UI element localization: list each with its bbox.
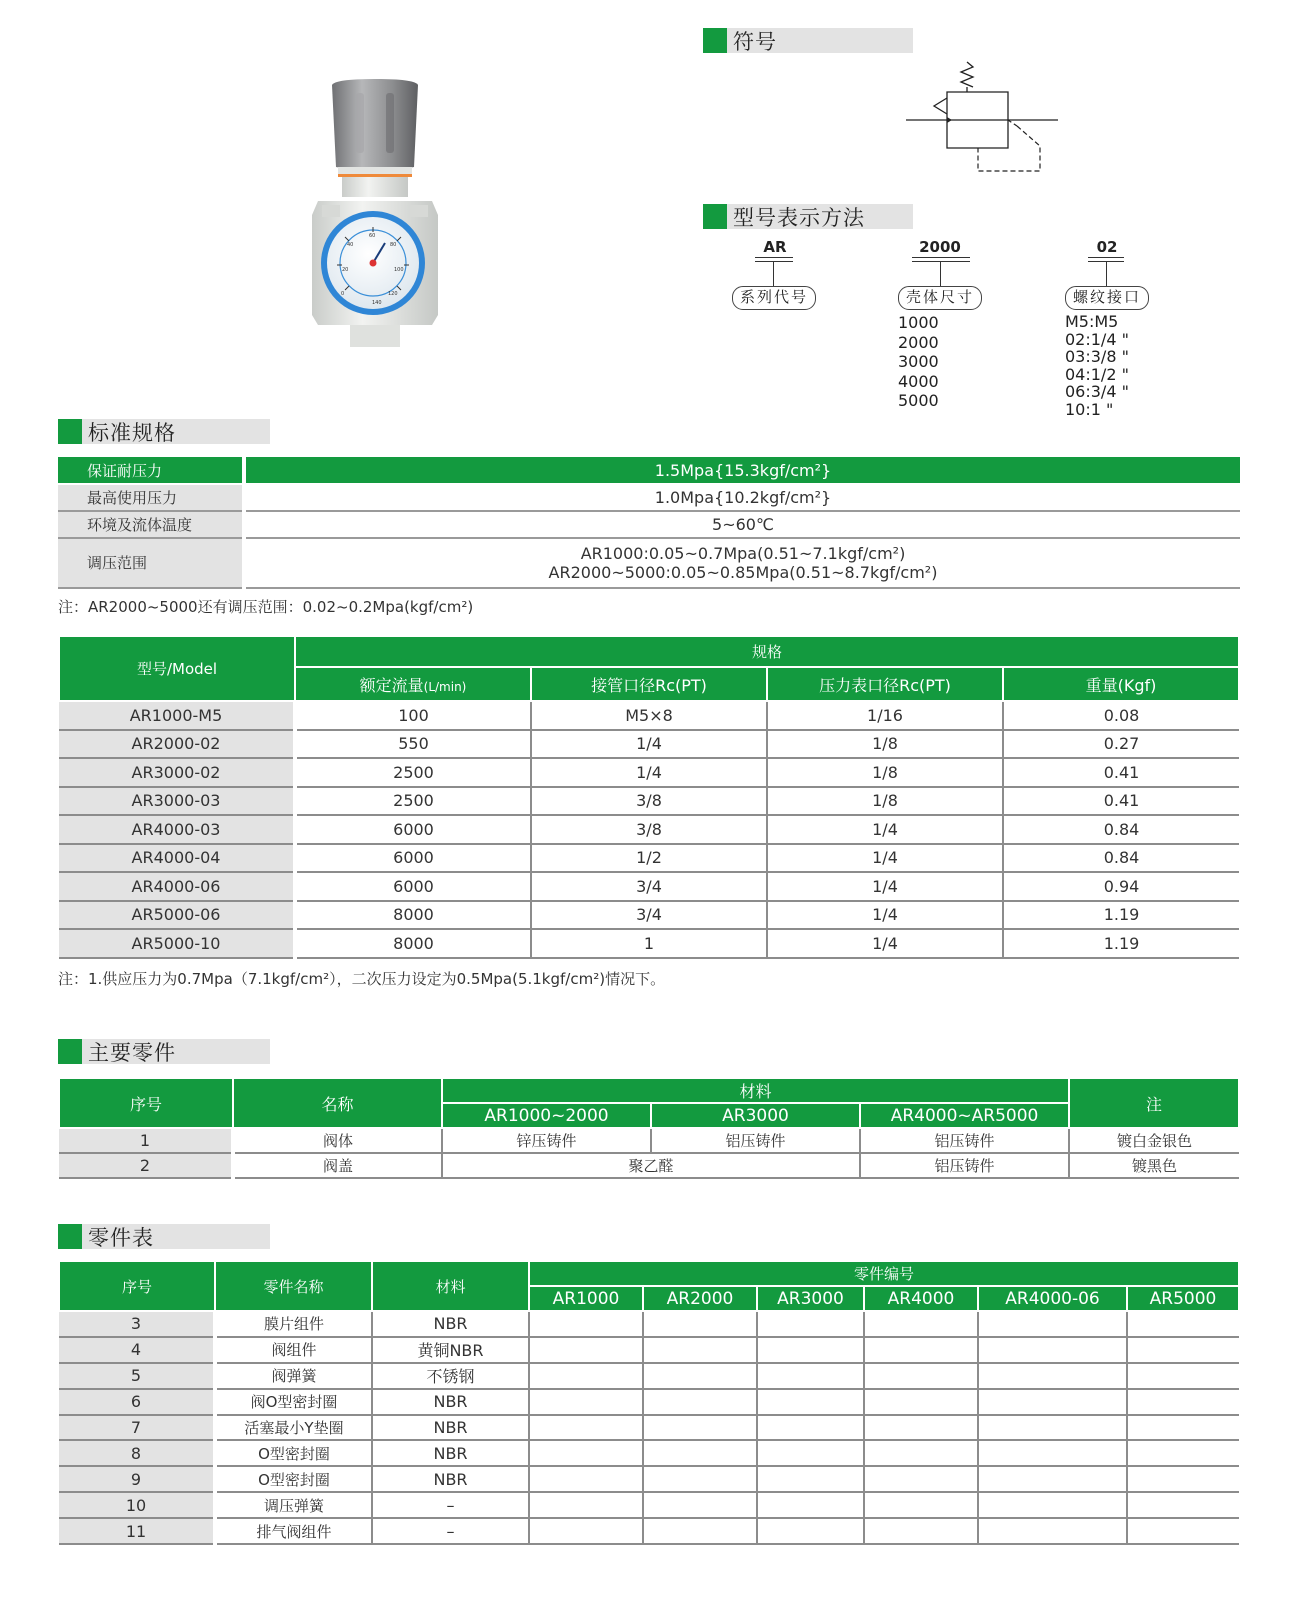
section-title-parts-list [58, 1224, 270, 1249]
part-number-cell [643, 1363, 757, 1389]
table-row [59, 758, 1239, 787]
model-col-header: AR4000-06 [978, 1286, 1127, 1311]
product-image [300, 75, 450, 350]
model-cell: AR4000-06 [59, 872, 295, 901]
size-label: 壳体尺寸 [898, 286, 982, 310]
port-options [1065, 313, 1129, 418]
model-cell: AR1000-M5 [59, 701, 295, 730]
svg-text:60: 60 [369, 233, 376, 239]
part-number-cell [978, 1440, 1127, 1466]
section-title-text: 零件表 [88, 1225, 154, 1250]
part-number-cell [529, 1311, 643, 1337]
table-row [59, 1440, 1239, 1466]
port-size-cell: 3/8 [531, 815, 767, 844]
table-row [59, 815, 1239, 844]
comp-partno-header: 零件编号 [529, 1261, 1239, 1286]
part-number-cell [757, 1492, 864, 1518]
part-number-cell [529, 1492, 643, 1518]
part-number-cell [864, 1440, 978, 1466]
model-cell: AR2000-02 [59, 730, 295, 759]
model-cell: AR5000-10 [59, 929, 295, 958]
weight-cell: 0.27 [1003, 730, 1239, 759]
spec-row [58, 538, 1240, 588]
size-option: 2000 [898, 332, 939, 352]
flow-cell: 2500 [295, 758, 531, 787]
spec-value: 5~60℃ [244, 511, 1240, 538]
comp-no: 9 [59, 1466, 215, 1492]
flow-cell: 6000 [295, 872, 531, 901]
part-number-cell [978, 1311, 1127, 1337]
flow-cell: 6000 [295, 815, 531, 844]
series-code: AR [763, 238, 787, 256]
part-number-cell [978, 1337, 1127, 1363]
parts-name-header: 名称 [233, 1078, 442, 1128]
port-size-cell: 3/8 [531, 787, 767, 816]
part-no: 2 [59, 1153, 233, 1178]
model-col-header: AR4000 [864, 1286, 978, 1311]
weight-cell: 0.41 [1003, 787, 1239, 816]
flow-cell: 8000 [295, 901, 531, 930]
table-row [59, 1153, 1239, 1178]
model-header: 型号/Model [59, 636, 295, 701]
column-header: 重量(Kgf) [1003, 667, 1239, 701]
section-title-text: 型号表示方法 [733, 205, 865, 230]
part-number-cell [978, 1518, 1127, 1544]
comp-material: NBR [372, 1466, 529, 1492]
part-number-cell [1127, 1440, 1239, 1466]
part-number-cell [757, 1440, 864, 1466]
comp-material: NBR [372, 1311, 529, 1337]
weight-cell: 0.08 [1003, 701, 1239, 730]
part-number-cell [864, 1311, 978, 1337]
part-number-cell [757, 1363, 864, 1389]
part-material: 铝压铸件 [860, 1153, 1069, 1178]
port-code: 02 [1096, 238, 1118, 256]
spec-label: 调压范围 [58, 538, 244, 588]
part-number-cell [1127, 1466, 1239, 1492]
section-title-standard-spec [58, 419, 270, 444]
size-connector [940, 261, 941, 287]
part-material: 聚乙醛 [442, 1153, 860, 1178]
column-header: 压力表口径Rc(PT) [767, 667, 1003, 701]
gauge-port-cell: 1/4 [767, 872, 1003, 901]
port-size-cell: M5×8 [531, 701, 767, 730]
section-marker [703, 204, 727, 229]
part-number-cell [643, 1492, 757, 1518]
part-name: 阀盖 [233, 1153, 442, 1178]
gauge-port-cell: 1/4 [767, 929, 1003, 958]
section-title-main-parts [58, 1039, 270, 1064]
part-number-cell [1127, 1415, 1239, 1441]
flow-cell: 8000 [295, 929, 531, 958]
comp-material: – [372, 1518, 529, 1544]
table-row [59, 929, 1239, 958]
model-col-header: AR5000 [1127, 1286, 1239, 1311]
material-col-header: AR4000~AR5000 [860, 1103, 1069, 1128]
port-size-cell: 1/2 [531, 844, 767, 873]
table-row [59, 1492, 1239, 1518]
parts-material-header: 材料 [442, 1078, 1069, 1103]
parts-list-body [59, 1311, 1239, 1544]
part-material: 铝压铸件 [860, 1128, 1069, 1153]
table-row [59, 1518, 1239, 1544]
section-marker [58, 1224, 82, 1249]
part-number-cell [529, 1518, 643, 1544]
part-number-cell [529, 1466, 643, 1492]
weight-cell: 1.19 [1003, 929, 1239, 958]
svg-text:40: 40 [347, 242, 354, 248]
parts-no-header: 序号 [59, 1078, 233, 1128]
svg-text:0: 0 [341, 291, 345, 297]
comp-name: 活塞最小Y垫圈 [215, 1415, 372, 1441]
table-row [59, 872, 1239, 901]
flow-header [295, 667, 531, 701]
part-number-cell [1127, 1337, 1239, 1363]
table-row [59, 1363, 1239, 1389]
model-table [58, 635, 1240, 959]
part-name: 阀体 [233, 1128, 442, 1153]
svg-text:140: 140 [372, 300, 382, 306]
table-row [59, 1128, 1239, 1153]
port-option: 04:1/2 " [1065, 364, 1129, 384]
series-label: 系列代号 [732, 286, 816, 310]
part-material: 锌压铸件 [442, 1128, 651, 1153]
part-number-cell [864, 1337, 978, 1363]
table-row [59, 844, 1239, 873]
comp-name: 排气阀组件 [215, 1518, 372, 1544]
part-note: 镀黑色 [1069, 1153, 1239, 1178]
part-number-cell [1127, 1518, 1239, 1544]
gauge-port-cell: 1/4 [767, 815, 1003, 844]
part-number-cell [643, 1466, 757, 1492]
comp-material: NBR [372, 1389, 529, 1415]
comp-name: 膜片组件 [215, 1311, 372, 1337]
comp-no: 11 [59, 1518, 215, 1544]
part-number-cell [643, 1311, 757, 1337]
comp-no: 3 [59, 1311, 215, 1337]
comp-material: 黄铜NBR [372, 1337, 529, 1363]
part-number-cell [978, 1363, 1127, 1389]
comp-no: 7 [59, 1415, 215, 1441]
part-note: 镀白金银色 [1069, 1128, 1239, 1153]
part-number-cell [864, 1518, 978, 1544]
weight-cell: 0.41 [1003, 758, 1239, 787]
model-col-header: AR1000 [529, 1286, 643, 1311]
spec-value [244, 538, 1240, 588]
comp-no: 8 [59, 1440, 215, 1466]
standard-spec-table [58, 457, 1240, 589]
table-row [59, 1466, 1239, 1492]
flow-cell: 2500 [295, 787, 531, 816]
table-row [59, 901, 1239, 930]
spec-label: 保证耐压力 [58, 457, 244, 484]
port-option: 10:1 " [1065, 399, 1114, 419]
part-number-cell [1127, 1389, 1239, 1415]
section-title-text: 主要零件 [88, 1040, 176, 1065]
section-marker [58, 1039, 82, 1064]
model-table-body [59, 701, 1239, 958]
model-cell: AR4000-04 [59, 844, 295, 873]
model-cell: AR3000-03 [59, 787, 295, 816]
comp-name: 阀O型密封圈 [215, 1389, 372, 1415]
port-option: 03:3/8 " [1065, 347, 1129, 366]
port-size-cell: 1/4 [531, 730, 767, 759]
table-row [59, 787, 1239, 816]
part-number-cell [1127, 1363, 1239, 1389]
model-code-diagram [700, 235, 1260, 420]
comp-name: 调压弹簧 [215, 1492, 372, 1518]
comp-no: 4 [59, 1337, 215, 1363]
part-number-cell [1127, 1311, 1239, 1337]
parts-note-header: 注 [1069, 1078, 1239, 1128]
model-cell: AR4000-03 [59, 815, 295, 844]
gauge-port-cell: 1/8 [767, 787, 1003, 816]
part-number-cell [643, 1415, 757, 1441]
part-number-cell [864, 1363, 978, 1389]
comp-name: 阀组件 [215, 1337, 372, 1363]
comp-no: 10 [59, 1492, 215, 1518]
series-connector [773, 261, 774, 287]
part-number-cell [529, 1337, 643, 1363]
size-code: 2000 [919, 238, 961, 256]
table-row [59, 1389, 1239, 1415]
part-number-cell [864, 1466, 978, 1492]
part-number-cell [864, 1492, 978, 1518]
weight-cell: 1.19 [1003, 901, 1239, 930]
spec-label: 环境及流体温度 [58, 511, 244, 538]
spec-row [58, 484, 1240, 511]
flow-cell: 6000 [295, 844, 531, 873]
svg-text:20: 20 [342, 267, 349, 273]
spec-row [58, 511, 1240, 538]
spec-row [58, 457, 1240, 484]
port-connector [1106, 261, 1107, 287]
comp-name: O型密封圈 [215, 1466, 372, 1492]
part-number-cell [978, 1415, 1127, 1441]
section-marker [703, 28, 727, 53]
spec-label: 最高使用压力 [58, 484, 244, 511]
comp-material-header: 材料 [372, 1261, 529, 1311]
part-number-cell [529, 1440, 643, 1466]
weight-cell: 0.94 [1003, 872, 1239, 901]
material-col-header: AR3000 [651, 1103, 860, 1128]
table-row [59, 1337, 1239, 1363]
part-number-cell [529, 1389, 643, 1415]
part-number-cell [529, 1363, 643, 1389]
svg-text:80: 80 [390, 242, 397, 248]
spec-header: 规格 [295, 636, 1239, 667]
flow-header-text: 额定流量 [359, 675, 424, 695]
comp-no: 6 [59, 1389, 215, 1415]
comp-material: 不锈钢 [372, 1363, 529, 1389]
weight-cell: 0.84 [1003, 844, 1239, 873]
flow-unit: (L/min) [423, 679, 467, 694]
size-option: 5000 [898, 391, 939, 410]
size-code-underline [912, 261, 970, 262]
gauge-port-cell: 1/4 [767, 901, 1003, 930]
table-row [59, 1311, 1239, 1337]
size-option: 4000 [898, 371, 939, 391]
section-title-text: 标准规格 [88, 420, 176, 445]
part-number-cell [643, 1518, 757, 1544]
flow-cell: 550 [295, 730, 531, 759]
gauge-port-cell: 1/8 [767, 758, 1003, 787]
model-header-row [59, 636, 1239, 667]
part-material: 铝压铸件 [651, 1128, 860, 1153]
part-number-cell [978, 1492, 1127, 1518]
spec-value: 1.5Mpa{15.3kgf/cm²} [244, 457, 1240, 484]
model-note: 注：1.供应压力为0.7Mpa（7.1kgf/cm²），二次压力设定为0.5Mpa(5.1kgf/cm²)情况下。 [58, 970, 666, 988]
part-number-cell [757, 1389, 864, 1415]
model-col-header: AR2000 [643, 1286, 757, 1311]
table-row [59, 730, 1239, 759]
table-row [59, 701, 1239, 730]
comp-header-row [59, 1261, 1239, 1286]
part-no: 1 [59, 1128, 233, 1153]
section-title-text: 符号 [733, 29, 777, 54]
size-option: 1000 [898, 313, 939, 332]
port-code-underline [1088, 257, 1124, 258]
comp-material: – [372, 1492, 529, 1518]
gauge-port-cell: 1/4 [767, 844, 1003, 873]
svg-text:120: 120 [388, 291, 398, 297]
comp-name: O型密封圈 [215, 1440, 372, 1466]
part-number-cell [643, 1440, 757, 1466]
part-number-cell [529, 1415, 643, 1441]
parts-list-table [58, 1260, 1240, 1545]
size-option: 3000 [898, 352, 939, 371]
comp-name: 阀弹簧 [215, 1363, 372, 1389]
comp-no: 5 [59, 1363, 215, 1389]
part-number-cell [864, 1389, 978, 1415]
spec-note: 注：AR2000~5000还有调压范围：0.02~0.2Mpa(kgf/cm²) [58, 598, 474, 616]
port-option: 02:1/4 " [1065, 329, 1129, 349]
gauge-port-cell: 1/16 [767, 701, 1003, 730]
part-number-cell [757, 1337, 864, 1363]
series-code-underline [755, 261, 793, 262]
weight-cell: 0.84 [1003, 815, 1239, 844]
part-number-cell [757, 1415, 864, 1441]
range-line: AR1000:0.05~0.7Mpa(0.51~7.1kgf/cm²) [580, 544, 906, 563]
section-title-model-code [703, 204, 913, 229]
port-option: 06:3/4 " [1065, 382, 1129, 401]
comp-material: NBR [372, 1415, 529, 1441]
model-col-header: AR3000 [757, 1286, 864, 1311]
port-size-cell: 1/4 [531, 758, 767, 787]
port-size-cell: 3/4 [531, 872, 767, 901]
flow-cell: 100 [295, 701, 531, 730]
part-number-cell [757, 1311, 864, 1337]
part-number-cell [864, 1415, 978, 1441]
svg-text:100: 100 [394, 267, 404, 273]
main-parts-table [58, 1077, 1240, 1179]
size-options [898, 313, 939, 411]
section-title-symbol [703, 28, 913, 53]
part-number-cell [757, 1466, 864, 1492]
comp-name-header: 零件名称 [215, 1261, 372, 1311]
comp-no-header: 序号 [59, 1261, 215, 1311]
model-cell: AR3000-02 [59, 758, 295, 787]
part-number-cell [643, 1337, 757, 1363]
part-number-cell [757, 1518, 864, 1544]
table-row [59, 1415, 1239, 1441]
spec-value: 1.0Mpa{10.2kgf/cm²} [244, 484, 1240, 511]
range-line: AR2000~5000:0.05~0.85Mpa(0.51~8.7kgf/cm²) [548, 563, 938, 582]
size-code-underline [912, 257, 970, 258]
part-number-cell [1127, 1492, 1239, 1518]
port-size-cell: 1 [531, 929, 767, 958]
part-number-cell [978, 1466, 1127, 1492]
comp-material: NBR [372, 1440, 529, 1466]
port-option: M5:M5 [1065, 312, 1119, 331]
gauge-port-cell: 1/8 [767, 730, 1003, 759]
part-number-cell [643, 1389, 757, 1415]
part-number-cell [978, 1389, 1127, 1415]
port-label: 螺纹接口 [1065, 286, 1149, 310]
series-code-underline [755, 257, 793, 258]
pressure-regulator-symbol [900, 58, 1065, 178]
section-marker [58, 419, 82, 444]
model-cell: AR5000-06 [59, 901, 295, 930]
port-size-cell: 3/4 [531, 901, 767, 930]
column-header: 接管口径Rc(PT) [531, 667, 767, 701]
material-col-header: AR1000~2000 [442, 1103, 651, 1128]
parts-header-row [59, 1078, 1239, 1103]
